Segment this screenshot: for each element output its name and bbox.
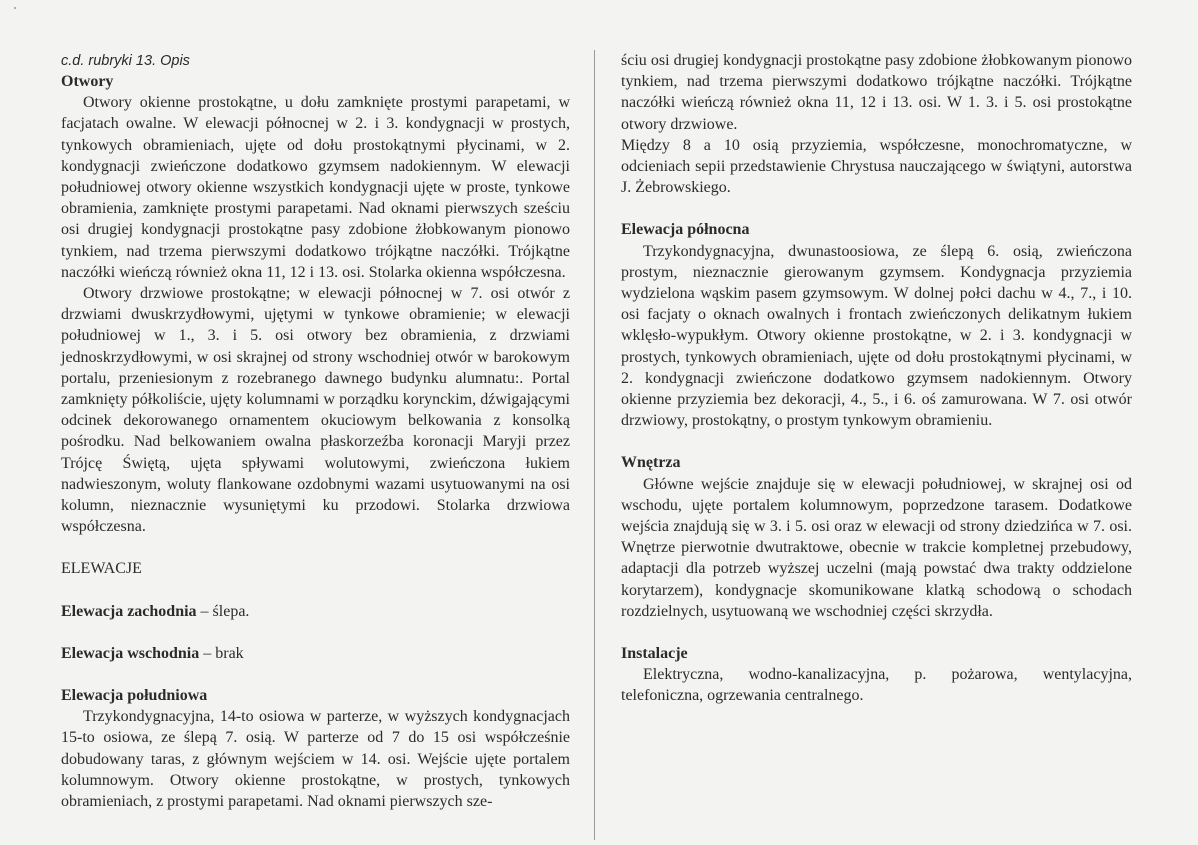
column-divider bbox=[594, 50, 595, 840]
entry-elewacja-wschodnia bbox=[61, 643, 570, 664]
scan-speck bbox=[14, 7, 16, 9]
paragraph-otwory-drzwiowe: Otwory drzwiowe prostokątne; w elewacji północnej w 7. osi otwór z drzwiami dwuskrzydłowymi, ujętymi w tynkowe obramienie; w elewacji południowej w 1., 3. i 5. osi otwory bez obramienia, z drzwiami jednoskrzydłowymi, w osi skrajnej od strony wschodniej otwór w barokowym portalu, przeniesionym z rozebranego dawnego budynku alumnatu:. Portal zamknięty półkoliście, ujęty kolumnami w porządku korynckim, dźwigającymi odcinek dekorowanego ornamentem okuciowym belkowania z konsolką pośrodku. Nad belkowaniem owalna płaskorzeźba koronacji Maryji przez Trójcę Świętą, ujęta spływami wolutowymi, zwieńczona łukiem nadwieszonym, woluty flankowane ozdobnymi wazami usytuowanymi na osi kolumn, nieznacznie wysuniętymi ku przodowi. Stolarka drzwiowa współczesna. bbox=[61, 285, 570, 536]
heading-otwory: Otwory bbox=[61, 73, 114, 90]
paragraph-instalacje: Elektryczna, wodno-kanalizacyjna, p. pożarowa, wentylacyjna, telefoniczna, ogrzewania centralnego. bbox=[621, 666, 1132, 705]
paragraph-elewacja-poludniowa: Trzykondygnacyjna, 14-to osiowa w parterze, w wyższych kondygnacjach 15-to osiowa, ze ślepą 7. osią. W parterze od 7 do 15 osi współcześnie dobudowany taras, z głównym wejściem w 14. osi. Wejście ujęte portalem kolumnowym. Otwory okienne prostokątne, w prostych, tynkowych obramieniach, z prostymi parapetami. Nad oknami pierwszych sze- bbox=[61, 708, 570, 811]
entry-elewacja-zachodnia bbox=[61, 601, 570, 622]
heading-elewacja-poludniowa: Elewacja południowa bbox=[61, 687, 208, 705]
paragraph-elewacja-polnocna: Trzykondygnacyjna, dwunastoosiowa, ze ślepą 6. osią, zwieńczona prostym, nieznacznie gierowanym gzymsem. Kondygnacja przyziemia wydzielona wąskim pasem gzymsowym. W dolnej połci dachu w 4., 7., i 10. osi facjaty o oknach owalnych i frontach zwieńczonych delikatnym łukiem wklęsło-wypukłym. Otwory okienne prostokątne, w 2. i 3. kondygnacji w prostych, tynkowych obramieniach, ujęte od dołu prostokątnymi płycinami, w 2. kondygnacji zwieńczone dodatkowo gzymsem nadokiennym. Otwory okienne przyziemia bez dekoracji, 4., 5., i 6. oś zamurowana. W 7. osi otwór drzwiowy, prostokątny, o prostym tynkowym obramieniu. bbox=[621, 242, 1132, 430]
text-elewacja-wschodnia: – brak bbox=[199, 644, 244, 662]
paragraph-otwory-okienne: Otwory okienne prostokątne, u dołu zamknięte prostymi parapetami, w facjatach owalne. W elewacji północnej w 2. i 3. kondygnacji w prostych, tynkowych obramieniach, ujęte od dołu prostokątnymi płycinami, w 2. kondygnacji zwieńczone dodatkowo gzymsem nadokiennym. W elewacji południowej otwory okienne wszystkich kondygnacji ujęte w proste, tynkowe obramienia, zamknięte prostymi parapetami. Nad oknami pierwszych sześciu osi drugiej kondygnacji prostokątne pasy zdobione żłobkowanym pionowo tynkiem, nad trzema pierwszymi dodatkowo trójkątne naczółki. Trójkątne naczółki wieńczą również okna 11, 12 i 13. osi. Stolarka okienna współczesna. bbox=[61, 94, 570, 281]
heading-elewacja-polnocna: Elewacja północna bbox=[621, 221, 750, 239]
paragraph-wnetrza: Główne wejście znajduje się w elewacji południowej, w skrajnej osi od wschodu, ujęte portalem kolumnowym, poprzedzone tarasem. Dodatkowe wejścia znajdują się w 3. i 5. osi oraz w elewacji od strony dziedzińca w 7. osi. Wnętrze pierwotnie dwutraktowe, obecnie w trakcie kompletnej przebudowy, adaptacji dla potrzeb wyższej uczelni (mają powstać dwa trakty oddzielone korytarzem), kondygnacje skomunikowane klatką schodową o schodach rozdzielnych, usytuowaną we wschodniej części skrzydła. bbox=[621, 475, 1132, 620]
paragraph-elewacja-poludniowa-mural: Między 8 a 10 osią przyziemia, współczesne, monochromatyczne, w odcieniach sepii przedstawienie Chrystusa nauczającego w świątyni, autorstwa J. Żebrowskiego. bbox=[621, 136, 1132, 197]
paragraph-elewacja-poludniowa-cont: ściu osi drugiej kondygnacji prostokątne pasy zdobione żłobkowanym pionowo tynkiem, nad trzema pierwszymi dodatkowo trójkątne naczółki. Trójkątne naczółki wieńczą również okna 11, 12 i 13. osi. W 1. 3. i 5. osi prostokątne otwory drzwiowe. bbox=[621, 52, 1132, 133]
section-label-elewacje: ELEWACJE bbox=[61, 560, 142, 578]
left-column bbox=[61, 51, 570, 812]
heading-elewacja-zachodnia: Elewacja zachodnia bbox=[61, 602, 197, 620]
section-caption: c.d. rubryki 13. Opis bbox=[61, 53, 190, 69]
right-column bbox=[621, 50, 1132, 707]
text-elewacja-zachodnia: – ślepa. bbox=[196, 602, 250, 620]
heading-wnetrza: Wnętrza bbox=[621, 454, 681, 472]
heading-elewacja-wschodnia: Elewacja wschodnia bbox=[61, 644, 200, 662]
heading-instalacje: Instalacje bbox=[621, 645, 688, 663]
